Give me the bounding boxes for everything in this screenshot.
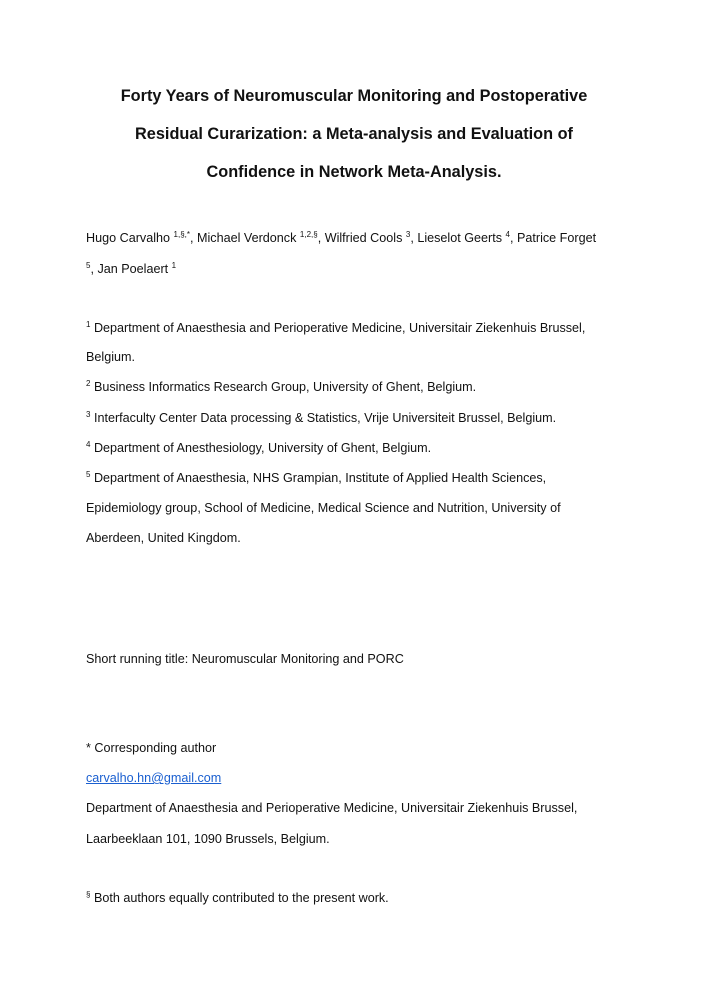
affiliation-5-cont-2	[86, 531, 241, 545]
affiliation-mark: 2	[86, 379, 91, 388]
equal-contribution-footnote	[86, 891, 389, 905]
author-name: Jan Poelaert	[97, 262, 169, 276]
corresponding-email-line	[86, 771, 221, 785]
author-affiliation-mark: 3	[405, 230, 411, 239]
author-affiliation-mark: 1	[171, 261, 177, 270]
affiliation-mark: 1	[86, 320, 91, 329]
corresponding-address-1: Department of Anaesthesia and Perioperative Medicine, Universitair Ziekenhuis Brussel,	[86, 801, 578, 815]
affiliation-mark: 3	[86, 410, 91, 419]
affiliation-text: Department of Anesthesiology, University of Ghent, Belgium.	[93, 441, 432, 455]
author-list-line-2: $^5$, Jan Poelaert $^1$	[86, 261, 177, 276]
footnote-mark: §	[86, 890, 91, 899]
corresponding-author-label: * Corresponding author	[86, 741, 217, 755]
affiliation-text: Belgium.	[86, 350, 135, 364]
affiliation-text: Aberdeen, United Kingdom.	[86, 531, 241, 545]
affiliation-4	[86, 441, 431, 455]
title-line-3: Confidence in Network Meta-Analysis.	[206, 163, 502, 181]
footnote-text: Both authors equally contributed to the present work.	[93, 891, 389, 905]
title-line-2: Residual Curarization: a Meta-analysis and Evaluation of	[135, 125, 573, 143]
affiliation-text: Business Informatics Research Group, University of Ghent, Belgium.	[93, 380, 477, 394]
corresponding-email-link[interactable]: carvalho.hn@gmail.com	[86, 771, 222, 785]
affiliation-mark: 4	[86, 440, 91, 449]
author-name: Lieselot Geerts	[417, 231, 503, 245]
author-name: Michael Verdonck	[196, 231, 297, 245]
affiliation-1-cont	[86, 350, 135, 364]
corresponding-address-2: Laarbeeklaan 101, 1090 Brussels, Belgium.	[86, 832, 330, 846]
affiliation-3	[86, 411, 556, 425]
affiliation-1	[86, 321, 585, 335]
affiliation-5-cont-1	[86, 501, 561, 515]
affiliation-5	[86, 471, 546, 485]
affiliation-2	[86, 380, 476, 394]
title-line-1: Forty Years of Neuromuscular Monitoring and Postoperative	[120, 87, 588, 105]
affiliation-text: Epidemiology group, School of Medicine, Medical Science and Nutrition, University of	[86, 501, 561, 515]
author-affiliation-mark: 4	[505, 230, 510, 239]
affiliation-text: Department of Anaesthesia and Perioperative Medicine, Universitair Ziekenhuis Brussel,	[93, 321, 586, 335]
affiliation-text: Interfaculty Center Data processing & Statistics, Vrije Universiteit Brussel, Belgium.	[93, 411, 557, 425]
affiliation-text: Department of Anaesthesia, NHS Grampian, Institute of Applied Health Sciences,	[93, 471, 547, 485]
author-affiliation-mark: 1,§,*	[173, 230, 190, 239]
author-name: Patrice Forget	[516, 231, 597, 245]
author-affiliation-mark: 5	[86, 261, 91, 270]
author-name: Hugo Carvalho	[86, 231, 171, 245]
author-name: Wilfried Cools	[324, 231, 403, 245]
author-list-line-1: Hugo Carvalho $^{1,\S,*}$, Michael Verdonck $^{1,2,\S}$, Wilfried Cools $^3$, Lieselot Geerts $^4$, Patrice Forget	[86, 230, 597, 245]
running-title: Short running title: Neuromuscular Monitoring and PORC	[86, 652, 404, 666]
affiliation-mark: 5	[86, 470, 91, 479]
author-affiliation-mark: 1,2,§	[299, 230, 318, 239]
